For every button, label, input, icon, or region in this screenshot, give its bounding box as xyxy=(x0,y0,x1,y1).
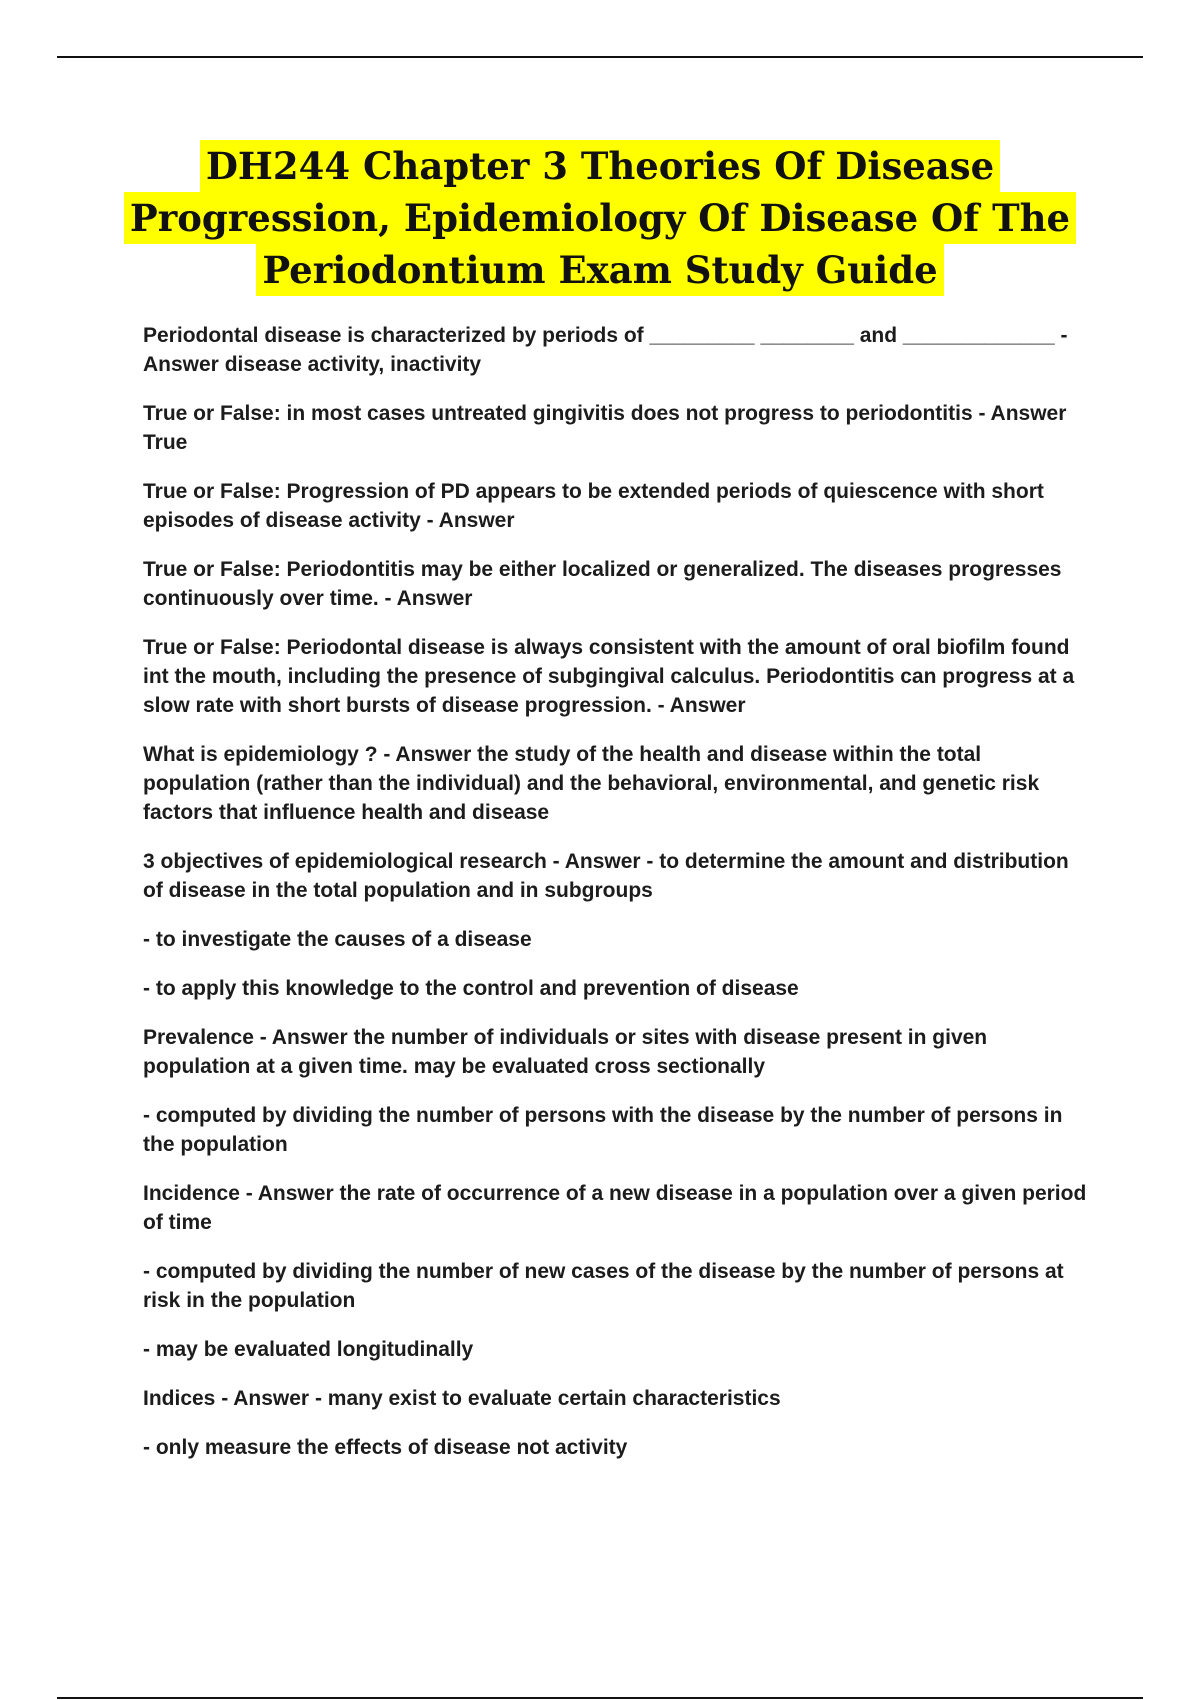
document-body xyxy=(143,321,1093,1482)
title-line-3: Periodontium Exam Study Guide xyxy=(256,244,943,296)
title-line-2: Progression, Epidemiology Of Disease Of The xyxy=(124,192,1076,244)
qa-paragraph: True or False: Progression of PD appears to be extended periods of quiescence with short episodes of disease activity - Answer xyxy=(143,480,1050,532)
qa-paragraph: - computed by dividing the number of persons with the disease by the number of persons in the population xyxy=(143,1104,1069,1156)
qa-paragraph: - computed by dividing the number of new cases of the disease by the number of persons at risk in the population xyxy=(143,1260,1070,1312)
qa-paragraph: True or False: Periodontitis may be either localized or generalized. The diseases progresses continuously over time. - Answer xyxy=(143,558,1068,610)
qa-paragraph: - to investigate the causes of a disease xyxy=(143,928,532,951)
qa-paragraph: Periodontal disease is characterized by periods of _________ ________ and _____________ - Answer disease activity, inactivity xyxy=(143,324,1073,376)
top-rule xyxy=(57,56,1143,58)
qa-paragraph: - to apply this knowledge to the control and prevention of disease xyxy=(143,977,799,1000)
qa-paragraph: Indices - Answer - many exist to evaluate certain characteristics xyxy=(143,1387,781,1410)
qa-paragraph: True or False: Periodontal disease is always consistent with the amount of oral biofilm found int the mouth, including the presence of subgingival calculus. Periodontitis can progress at a slow rate with short bursts of disease progression. - Answer xyxy=(143,636,1080,717)
title-line-1: DH244 Chapter 3 Theories Of Disease xyxy=(200,140,1000,192)
qa-paragraph: True or False: in most cases untreated gingivitis does not progress to periodontitis - Answer True xyxy=(143,402,1073,454)
document-title xyxy=(100,140,1100,296)
qa-paragraph: What is epidemiology ? - Answer the study of the health and disease within the total population (rather than the individual) and the behavioral, environmental, and genetic risk factors that influence health and disease xyxy=(143,743,1045,824)
qa-paragraph: - may be evaluated longitudinally xyxy=(143,1338,474,1361)
qa-paragraph: Prevalence - Answer the number of individuals or sites with disease present in given population at a given time. may be evaluated cross sectionally xyxy=(143,1026,993,1078)
qa-paragraph: - only measure the effects of disease not activity xyxy=(143,1436,628,1459)
qa-paragraph: Incidence - Answer the rate of occurrence of a new disease in a population over a given period of time xyxy=(143,1182,1093,1234)
bottom-rule xyxy=(57,1697,1143,1699)
qa-paragraph: 3 objectives of epidemiological research - Answer - to determine the amount and distribution of disease in the total population and in subgroups xyxy=(143,850,1075,902)
